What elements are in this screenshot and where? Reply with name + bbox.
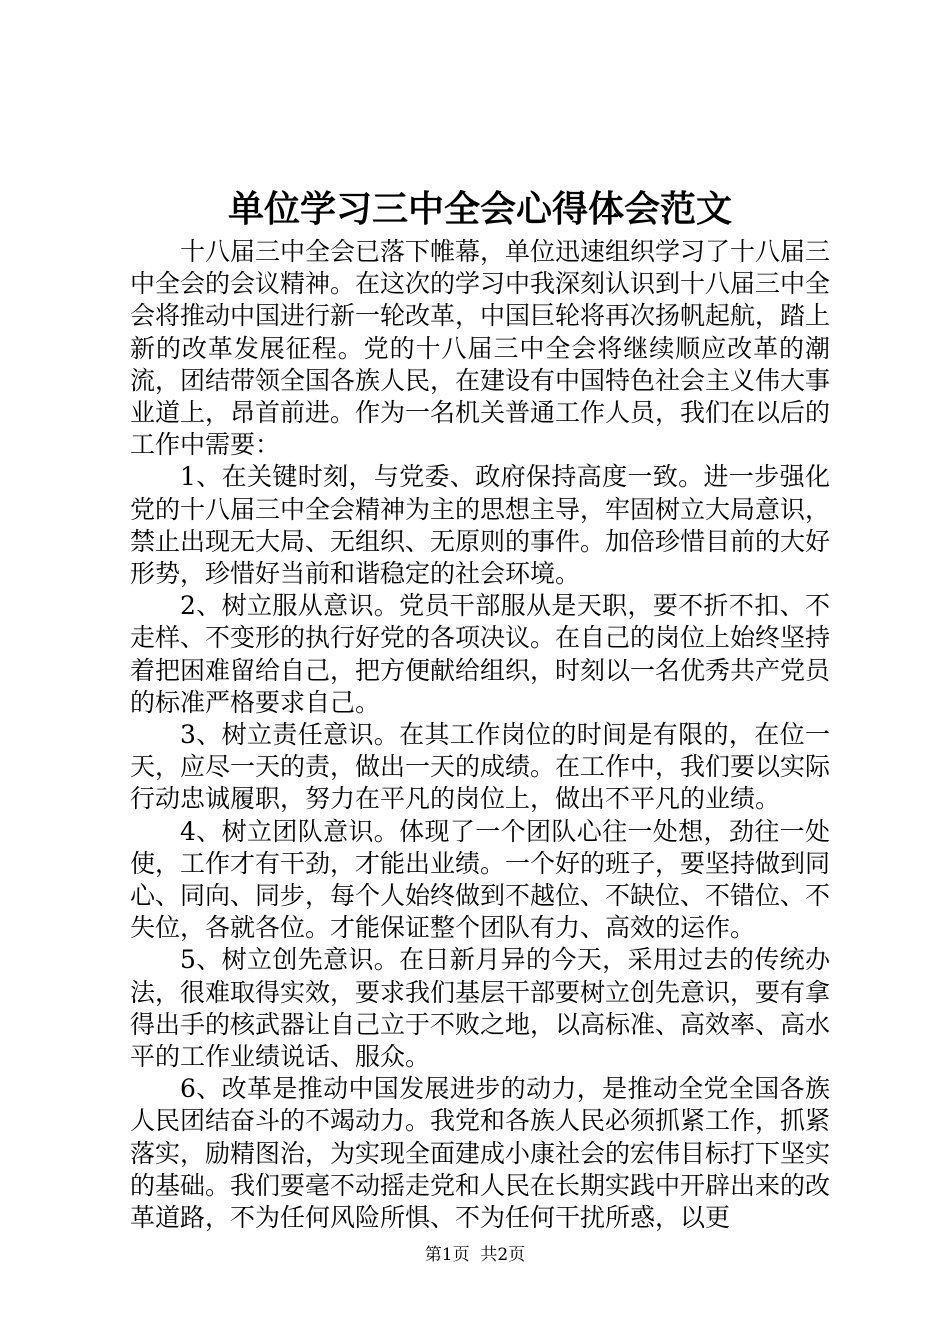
page-footer	[0, 1243, 950, 1267]
paragraph-item-3: 3、树立责任意识。在其工作岗位的时间是有限的，在位一天，应尽一天的责，做出一天的成绩。在工作中，我们要以实际行动忠诚履职，努力在平凡的岗位上，做出不平凡的业绩。	[130, 720, 831, 814]
paragraph-item-2: 2、树立服从意识。党员干部服从是天职，要不折不扣、不走样、不变形的执行好党的各项决议。在自己的岗位上始终坚持着把困难留给自己，把方便献给组织，时刻以一名优秀共产党员的标准严格要求自己。	[130, 591, 831, 717]
paragraph-item-6: 6、改革是推动中国发展进步的动力，是推动全党全国各族人民团结奋斗的不竭动力。我党和各族人民必须抓紧工作，抓紧落实，励精图治，为实现全面建成小康社会的宏伟目标打下坚实的基础。我们要毫不动摇走党和人民在长期实践中开辟出来的改革道路，不为任何风险所惧、不为任何干扰所惑，以更	[130, 1074, 831, 1233]
document-title: 单位学习三中全会心得体会范文	[227, 188, 732, 230]
page-number-total: 共2页	[480, 1245, 526, 1265]
document-body	[130, 236, 830, 1234]
paragraph-item-4: 4、树立团队意识。体现了一个团队心往一处想，劲往一处使，工作才有干劲，才能出业绩。一个好的班子，要坚持做到同心、同向、同步，每个人始终做到不越位、不缺位、不错位、不失位，各就各位。才能保证整个团队有力、高效的运作。	[130, 816, 831, 943]
page-number-current: 第1页	[424, 1245, 470, 1265]
paragraph-intro: 十八届三中全会已落下帷幕，单位迅速组织学习了十八届三中全会的会议精神。在这次的学习中我深刻认识到十八届三中全会将推动中国进行新一轮改革，中国巨轮将再次扬帆起航，踏上新的改革发展征程。党的十八届三中全会将继续顺应改革的潮流，团结带领全国各族人民，在建设有中国特色社会主义伟大事业道上，昂首前进。作为一名机关普通工作人员，我们在以后的工作中需要：	[130, 237, 831, 460]
paragraph-item-1: 1、在关键时刻，与党委、政府保持高度一致。进一步强化党的十八届三中全会精神为主的思想主导，牢固树立大局意识，禁止出现无大局、无组织、无原则的事件。加倍珍惜目前的大好形势，珍惜好当前和谐稳定的社会环境。	[130, 462, 831, 589]
paragraph-item-5: 5、树立创先意识。在日新月异的今天，采用过去的传统办法，很难取得实效，要求我们基层干部要树立创先意识，要有拿得出手的核武器让自己立于不败之地，以高标准、高效率、高水平的工作业绩说话、服众。	[130, 945, 831, 1072]
